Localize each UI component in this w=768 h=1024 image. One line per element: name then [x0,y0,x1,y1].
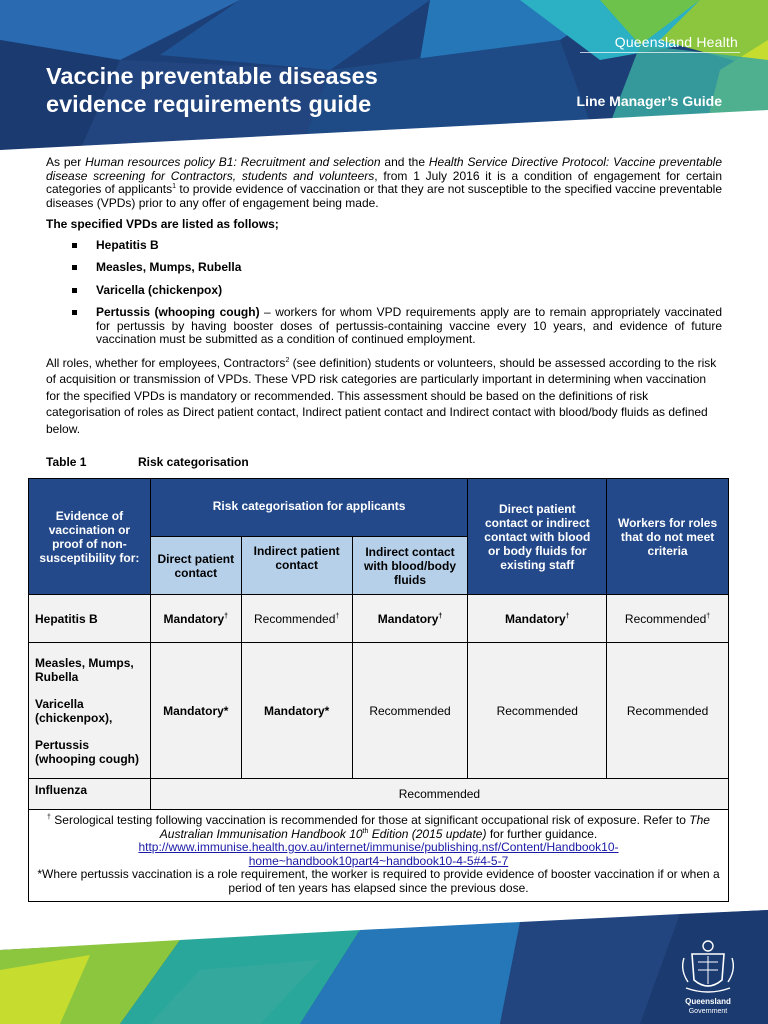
page-header [0,0,768,150]
column-header-workers: Workers for roles that do not meet criteria [607,479,729,595]
svg-text:Queensland: Queensland [685,997,731,1006]
vpd-list-heading: The specified VPDs are listed as follows; [46,217,279,231]
cell-hepb-workers: Recommended† [607,595,729,643]
title-line-1: Vaccine preventable diseases [46,63,378,89]
table-row [29,779,729,810]
brand-divider [580,52,740,53]
table-title: Risk categorisation [138,455,249,469]
table-row [29,643,729,779]
column-header-indirect: Indirect patient contact [241,537,352,595]
cell-hepb-indirect-blood: Mandatory† [352,595,468,643]
row-label-influenza: Influenza [29,779,151,810]
vpd-list [72,239,722,347]
cell-mmr-existing: Recommended [468,643,607,779]
brand-name: Queensland Health [614,34,738,50]
queensland-government-crest [674,938,742,1016]
row-label-hepatitis-b: Hepatitis B [29,595,151,643]
footnote-ref-1: 1 [172,183,177,190]
footer-banner-graphic [0,910,768,1024]
cell-hepb-existing: Mandatory† [468,595,607,643]
column-header-existing-staff: Direct patient contact or indirect contact with blood or body fluids for existing staff [468,479,607,595]
column-group-header: Risk categorisation for applicants [150,479,468,537]
column-header-direct: Direct patient contact [150,537,241,595]
list-item: Hepatitis B [72,239,722,253]
directive-title: Health Service Directive Protocol: Vaccine preventable disease screening for Contractors, students and volunteers [46,155,722,183]
page-subtitle: Line Manager’s Guide [576,93,722,109]
table-label: Table 1 [46,455,87,469]
title-line-2: evidence requirements guide [46,91,372,117]
cell-hepb-indirect: Recommended† [241,595,352,643]
row-label-mmr-varicella-pertussis: Measles, Mumps, Rubella Varicella (chickenpox), Pertussis (whooping cough) [29,643,151,779]
column-header-evidence: Evidence of vaccination or proof of non-susceptibility for: [29,479,151,595]
cell-mmr-indirect: Mandatory* [241,643,352,779]
cell-influenza-all: Recommended [150,779,728,810]
document-body [46,156,722,437]
footnote-ref-2: 2 [285,356,290,364]
list-item: Measles, Mumps, Rubella [72,261,722,275]
cell-mmr-indirect-blood: Recommended [352,643,468,779]
page-footer [0,910,768,1024]
table-row [29,595,729,643]
table-footnote: † Serological testing following vaccination is recommended for those at significant occupational risk of exposure. Refer to The Australian Immunisation Handbook 10th Edition (2015 update) for further guidance. http://www.immunise.health.gov.au/internet/immunise/publishing.nsf/Content/Handbook10- home~handbook10part4~handbook10-4-5#4-5-7 *Where pertussis vaccination is a role requirement, the worker is required to provide evidence of booster vaccination if or when a period of ten years has elapsed since the previous dose. [29,810,729,902]
table-caption [46,455,249,469]
column-header-indirect-blood: Indirect contact with blood/body fluids [352,537,468,595]
all-roles-paragraph: All roles, whether for employees, Contractors$^2$ (see definition) students or volunteers, should be assessed according to the risk of acquisition or transmission of VPDs. These VPD risk categories are particularly important in determining when vaccination for the specified VPDs is mandatory or recommended. This assessment should be based on the definitions of risk categorisation of roles as Direct patient contact, Indirect patient contact and Indirect contact with blood/body fluids as defined below. [46,355,717,436]
page-title [46,62,378,118]
cell-hepb-direct: Mandatory† [150,595,241,643]
table-footnote-row [29,810,729,902]
policy-title: Human resources policy B1: Recruitment and selection [85,155,381,169]
svg-text:Government: Government [688,1008,728,1015]
cell-mmr-workers: Recommended [607,643,729,779]
list-item: Pertussis (whooping cough) – workers for whom VPD requirements apply are to remain appropriately vaccinated for pertussis by having booster doses of pertussis-containing vaccine every 10 years, and evidence of future vaccination must be submitted as a condition of continued employment. [72,306,722,347]
cell-mmr-direct: Mandatory* [150,643,241,779]
handbook-link[interactable]: http://www.immunise.health.gov.au/internet/immunise/publishing.nsf/Content/Handbook10- home~handbook10part4~handbook10-4-5#4-5-7 [138,840,619,868]
pertussis-footnote: *Where pertussis vaccination is a role requirement, the worker is required to provide evidence of booster vaccination if or when a period of ten years has elapsed since the previous dose. [37,867,720,895]
risk-categorisation-table [28,478,729,902]
list-item: Varicella (chickenpox) [72,284,722,298]
intro-paragraph: As per Human resources policy B1: Recruitment and selection and the Health Service Directive Protocol: Vaccine preventable disease screening for Contractors, students and volunteers, from 1 July 2016 it is a condition of engagement for certain categories of applicants$^1$ to provide evidence of vaccination or that they are not susceptible to the specified vaccine preventable diseases (VPDs) prior to any offer of engagement being made. [46,155,723,210]
